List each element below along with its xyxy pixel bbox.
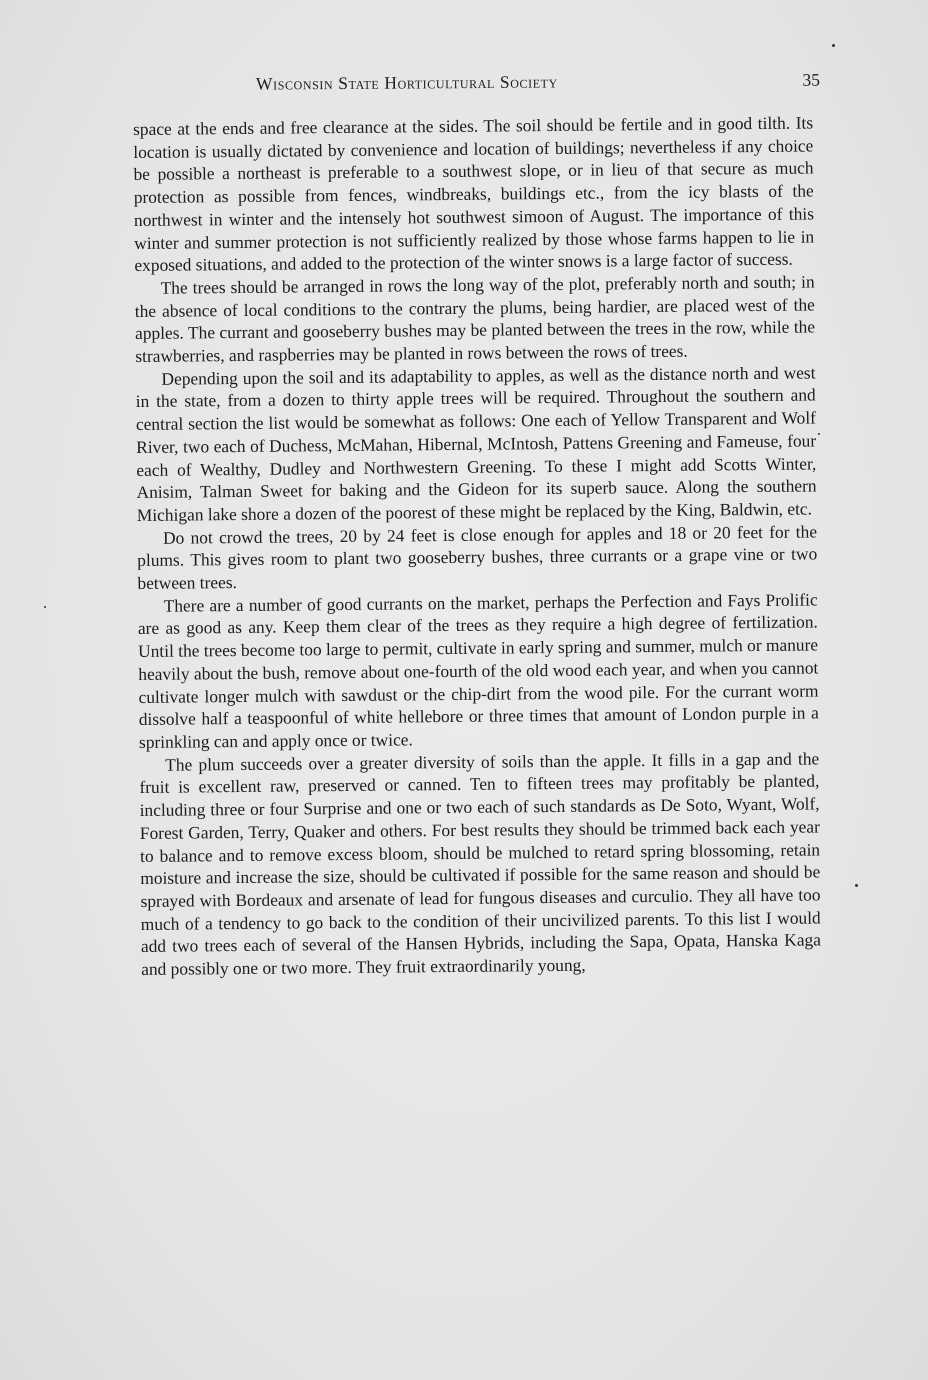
paragraph-continued: space at the ends and free clearance at the sides. The soil should be fertile and in good tilth. Its location is usually dictated by convenience and location of buildings; nevertheless if any choice be possible a northeast is preferable to a southwest slope, or in lieu of that secure as much protection as possible from fences, windbreaks, buildings etc., from the icy blasts of the northwest in winter and the intensely hot southwest simoon of August. The importance of this winter and summer protection is not sufficiently realized by those whose farms happen to lie in exposed situations, and added to the protection of the winter snows is a large factor of success. xyxy=(133,112,815,276)
paragraph-tree-arrangement: The trees should be arranged in rows the long way of the plot, preferably north and south; in the absence of local conditions to the contrary the plums, being hardier, are placed west of the apples. The currant and gooseberry bushes may be planted between the trees in the row, while the strawberries, and raspberries may be planted in rows between the rows of trees. xyxy=(134,271,816,367)
paper-speck xyxy=(855,884,858,887)
page-number: 35 xyxy=(802,69,821,90)
paragraph-currants: There are a number of good currants on the market, perhaps the Perfection and Fays Prolific are as good as any. Keep them clear of the trees as they require a high degree of fertilization. Until the trees become too large to permit, cultivate in early spring and summer, mulch or manure heavily about the bush, remove about one-fourth of the old wood each year, and when you cannot cultivate longer mulch with sawdust or the chip-dirt from the wood pile. For the currant worm dissolve half a teaspoonful of white hellebore or three times that amount of London purple in a sprinkling can and apply once or twice. xyxy=(137,589,819,752)
page-header xyxy=(140,70,820,99)
paper-speck xyxy=(832,44,835,47)
running-title: Wisconsin State Horticultural Society xyxy=(255,71,558,94)
paragraph-tree-spacing: Do not crowd the trees, 20 by 24 feet is close enough for apples and 18 or 20 feet for the plums. This gives room to plant two gooseberry bushes, three currants or a grape vine or two between trees. xyxy=(137,521,818,594)
body-text xyxy=(133,111,821,980)
paper-speck xyxy=(818,433,820,435)
paragraph-apple-varieties: Depending upon the soil and its adaptability to apples, as well as the distance north and west in the state, from a dozen to thirty apple trees will be required. Throughout the southern and central section the list would be somewhat as follows: One each of Yellow Transparent and Wolf River, two each of Duchess, McMahan, Hibernal, McIntosh, Pattens Greening and Fameuse, four each of Wealthy, Dudley and Northwestern Greening. To these I might add Scotts Winter, Anisim, Talman Sweet for baking and the Gideon for its superb sauce. Along the southern Michigan lake shore a dozen of the poorest of these might be replaced by the King, Baldwin, etc. xyxy=(135,362,817,525)
paper-speck xyxy=(44,606,46,608)
paragraph-plums: The plum succeeds over a greater diversity of soils than the apple. It fills in a gap and the fruit is excellent raw, preserved or canned. Ten to fifteen trees may profitably be planted, including three or four Surprise and one or two each of such standards as De Soto, Wyant, Wolf, Forest Garden, Terry, Quaker and others. For best results they should be trimmed back each year to balance and to remove excess bloom, should be mulched to retard spring blossoming, retain moisture and increase the size, should be cultivated if possible for the same reason and should be sprayed with Bordeaux and arsenate of lead for fungous diseases and curculio. They all have too much of a tendency to go back to the condition of their uncivilized parents. To this list I would add two trees each of several of the Hansen Hybrids, including the Sapa, Opata, Hanska Kaga and possibly one or two more. They fruit extraordinarily young, xyxy=(139,748,822,979)
